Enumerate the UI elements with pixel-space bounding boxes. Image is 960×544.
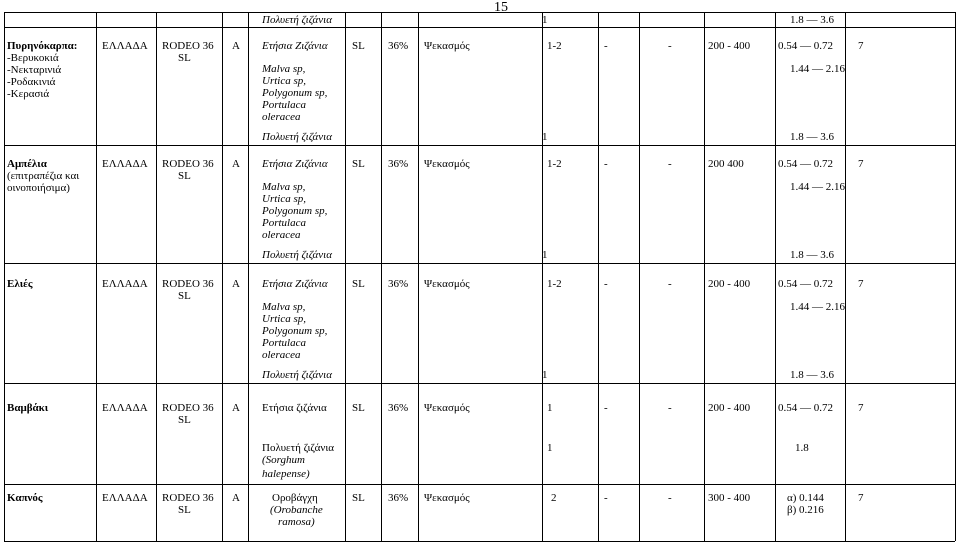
application-count: 1 — [542, 369, 548, 381]
application-method: Ψεκασμός — [424, 278, 470, 290]
country: ΕΛΛΑΔΑ — [102, 158, 148, 170]
weeds-perennial: Πολυετή ζιζάνια — [262, 131, 333, 143]
column-rule — [345, 12, 346, 541]
dose-range: 1.8 — 3.6 — [790, 14, 834, 26]
interval: - — [668, 40, 672, 52]
column-rule — [248, 12, 249, 541]
weeds-perennial: Πολυετή ζιζάνια — [262, 442, 335, 454]
dose-value: β) 0.216 — [787, 504, 824, 516]
crop-name: Καπνός — [7, 492, 43, 504]
column-rule — [845, 12, 846, 541]
application-count: 1-2 — [547, 40, 562, 52]
application-count: 1 — [542, 249, 548, 261]
dose-range: 0.54 — 0.72 — [778, 402, 833, 414]
spray-volume: 200 - 400 — [708, 278, 751, 290]
weeds-annual: Ετήσια Ζιζάνια — [262, 278, 328, 290]
product-formulation: SL — [178, 290, 191, 302]
weed-species: halepense) — [262, 468, 310, 480]
weeds-perennial: Πολυετή ζιζάνια — [262, 14, 333, 26]
target-weed: Οροβάγχη — [272, 492, 318, 504]
column-rule — [156, 12, 157, 541]
dose-range: 1.8 — 3.6 — [790, 131, 834, 143]
application-count: 1-2 — [547, 158, 562, 170]
row-rule — [4, 27, 955, 28]
weed-species: Malva sp, — [262, 181, 306, 193]
product-formulation: SL — [178, 414, 191, 426]
dose-range: 1.8 — [795, 442, 809, 454]
interval: - — [604, 278, 608, 290]
crop-detail: οινοποιήσιμα) — [7, 182, 70, 194]
interval: - — [604, 402, 608, 414]
dose-range: 0.54 — 0.72 — [778, 40, 833, 52]
dose-range: 0.54 — 0.72 — [778, 158, 833, 170]
crop-name: Αμπέλια — [7, 158, 47, 170]
application-count: 2 — [551, 492, 557, 504]
weeds-perennial: Πολυετή ζιζάνια — [262, 369, 333, 381]
weed-species: Portulaca — [262, 337, 306, 349]
interval: - — [668, 158, 672, 170]
crop-detail: -Κερασιά — [7, 88, 50, 100]
weed-species: Urtica sp, — [262, 313, 306, 325]
country: ΕΛΛΑΔΑ — [102, 402, 148, 414]
application-count: 1 — [542, 14, 548, 26]
formulation: SL — [352, 40, 365, 52]
column-rule — [775, 12, 776, 541]
formulation: SL — [352, 278, 365, 290]
application-count: 1-2 — [547, 278, 562, 290]
weeds-annual: Ετήσια Ζιζάνια — [262, 40, 328, 52]
interval: - — [668, 402, 672, 414]
product-name: RODEO 36 — [162, 40, 214, 52]
spray-volume: 300 - 400 — [708, 492, 751, 504]
weed-species: oleracea — [262, 349, 301, 361]
column-rule — [418, 12, 419, 541]
row-rule — [4, 484, 955, 485]
product-formulation: SL — [178, 504, 191, 516]
formulation: SL — [352, 402, 365, 414]
dose-range: 1.44 — 2.16 — [790, 301, 845, 313]
spray-volume: 200 400 — [708, 158, 744, 170]
crop-detail: -Ροδακινιά — [7, 76, 56, 88]
weed-species: Polygonum sp, — [262, 325, 328, 337]
concentration: 36% — [388, 278, 409, 290]
table-bottom-rule — [4, 541, 955, 542]
product-formulation: SL — [178, 170, 191, 182]
dose-range: 1.8 — 3.6 — [790, 369, 834, 381]
category: A — [232, 278, 240, 290]
pre-harvest-interval: 7 — [858, 158, 864, 170]
pre-harvest-interval: 7 — [858, 492, 864, 504]
weed-species: Portulaca — [262, 217, 306, 229]
column-rule — [639, 12, 640, 541]
pre-harvest-interval: 7 — [858, 402, 864, 414]
spray-volume: 200 - 400 — [708, 402, 751, 414]
crop-name: Ελιές — [7, 278, 33, 290]
crop-name: Βαμβάκι — [7, 402, 49, 414]
weeds-annual: Ετήσια ζιζάνια — [262, 402, 327, 414]
interval: - — [604, 158, 608, 170]
interval: - — [668, 278, 672, 290]
row-rule — [4, 263, 955, 264]
page-number: 15 — [494, 0, 508, 15]
column-rule — [955, 12, 956, 541]
weeds-annual: Ετήσια Ζιζάνια — [262, 158, 328, 170]
formulation: SL — [352, 492, 365, 504]
dose-range: 1.44 — 2.16 — [790, 63, 845, 75]
pre-harvest-interval: 7 — [858, 40, 864, 52]
category: A — [232, 402, 240, 414]
formulation: SL — [352, 158, 365, 170]
weed-species: Polygonum sp, — [262, 87, 328, 99]
column-rule — [598, 12, 599, 541]
product-name: RODEO 36 — [162, 402, 214, 414]
product-name: RODEO 36 — [162, 158, 214, 170]
concentration: 36% — [388, 492, 409, 504]
weed-species: Malva sp, — [262, 63, 306, 75]
application-method: Ψεκασμός — [424, 40, 470, 52]
pre-harvest-interval: 7 — [858, 278, 864, 290]
interval: - — [668, 492, 672, 504]
category: A — [232, 40, 240, 52]
weed-species: Urtica sp, — [262, 193, 306, 205]
column-rule — [96, 12, 97, 541]
product-formulation: SL — [178, 52, 191, 64]
weed-species: Portulaca — [262, 99, 306, 111]
product-name: RODEO 36 — [162, 278, 214, 290]
country: ΕΛΛΑΔΑ — [102, 278, 148, 290]
weed-species: ramosa) — [278, 516, 315, 528]
weed-species: Malva sp, — [262, 301, 306, 313]
category: A — [232, 158, 240, 170]
application-count: 1 — [547, 442, 553, 454]
product-name: RODEO 36 — [162, 492, 214, 504]
dose-range: 1.8 — 3.6 — [790, 249, 834, 261]
country: ΕΛΛΑΔΑ — [102, 492, 148, 504]
application-count: 1 — [542, 131, 548, 143]
weeds-perennial: Πολυετή ζιζάνια — [262, 249, 333, 261]
table-top-rule — [4, 12, 955, 13]
weed-species: Urtica sp, — [262, 75, 306, 87]
dose-value: α) 0.144 — [787, 492, 824, 504]
column-rule — [4, 12, 5, 541]
application-method: Ψεκασμός — [424, 402, 470, 414]
crop-detail: -Νεκταρινιά — [7, 64, 62, 76]
application-count: 1 — [547, 402, 553, 414]
crop-name: Πυρηνόκαρπα: — [7, 40, 78, 52]
application-method: Ψεκασμός — [424, 492, 470, 504]
column-rule — [222, 12, 223, 541]
category: A — [232, 492, 240, 504]
weed-species: oleracea — [262, 111, 301, 123]
column-rule — [381, 12, 382, 541]
weed-species: (Orobanche — [270, 504, 323, 516]
crop-detail: -Βερυκοκιά — [7, 52, 59, 64]
column-rule — [704, 12, 705, 541]
weed-species: (Sorghum — [262, 454, 305, 466]
spray-volume: 200 - 400 — [708, 40, 751, 52]
concentration: 36% — [388, 158, 409, 170]
row-rule — [4, 383, 955, 384]
interval: - — [604, 40, 608, 52]
dose-range: 1.44 — 2.16 — [790, 181, 845, 193]
weed-species: Polygonum sp, — [262, 205, 328, 217]
interval: - — [604, 492, 608, 504]
weed-species: oleracea — [262, 229, 301, 241]
country: ΕΛΛΑΔΑ — [102, 40, 148, 52]
crop-detail: (επιτραπέζια και — [7, 170, 80, 182]
dose-range: 0.54 — 0.72 — [778, 278, 833, 290]
concentration: 36% — [388, 402, 409, 414]
row-rule — [4, 145, 955, 146]
concentration: 36% — [388, 40, 409, 52]
application-method: Ψεκασμός — [424, 158, 470, 170]
column-rule — [542, 12, 543, 541]
